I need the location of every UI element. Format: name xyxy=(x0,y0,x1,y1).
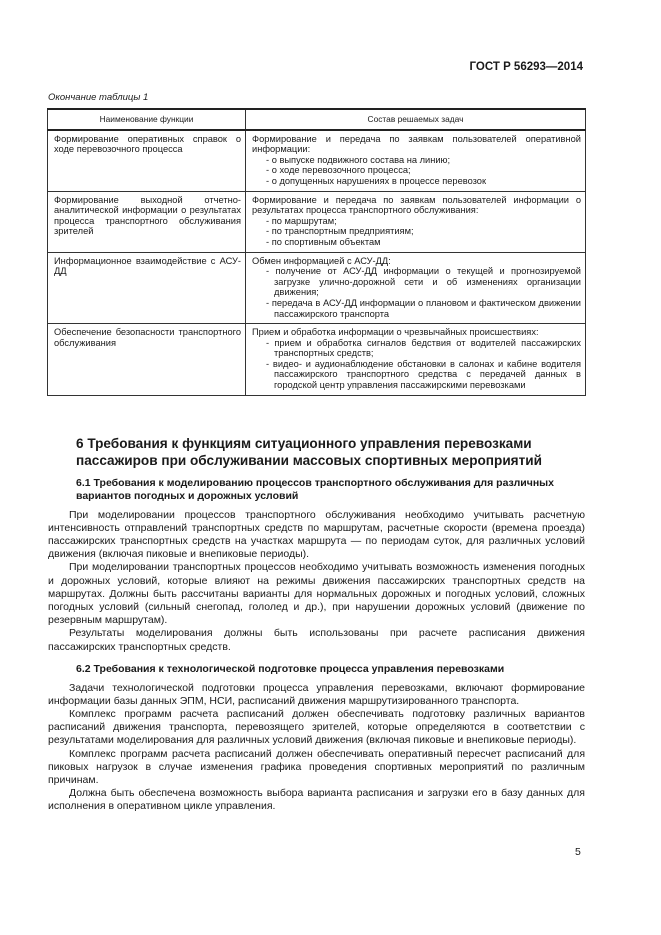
task-item: - о ходе перевозочного процесса; xyxy=(252,165,581,176)
tasks-list xyxy=(252,266,581,319)
function-cell: Информационное взаимодействие с АСУ-ДД xyxy=(48,252,246,324)
functions-table xyxy=(47,108,586,396)
table-row xyxy=(48,191,586,252)
table-caption: Окончание таблицы 1 xyxy=(48,92,149,103)
function-cell: Формирование выходной отчетно-аналитической информации о результатах процесса транспортного обслуживания зрителей xyxy=(48,191,246,252)
tasks-list xyxy=(252,338,581,391)
subsection-6-2-title: 6.2 Требования к технологической подготовке процесса управления перевозками xyxy=(76,662,505,675)
task-item: - по транспортным предприятиям; xyxy=(252,226,581,237)
tasks-cell xyxy=(246,130,586,191)
tasks-lead: Обмен информацией с АСУ-ДД: xyxy=(252,255,391,266)
tasks-list xyxy=(252,216,581,248)
task-item: - по спортивным объектам xyxy=(252,237,581,248)
column-header-function: Наименование функции xyxy=(48,109,246,130)
tasks-cell xyxy=(246,252,586,324)
function-cell: Обеспечение безопасности транспортного обслуживания xyxy=(48,324,246,396)
tasks-lead: Формирование и передача по заявкам пользователей оперативной информации: xyxy=(252,133,581,155)
task-item: - по маршрутам; xyxy=(252,216,581,227)
paragraph: Комплекс программ расчета расписаний должен обеспечивать оперативный пересчет расписаний для пиковых нагрузок в случае изменения графика проведения спортивных мероприятий по различным причинам. xyxy=(48,747,585,787)
table-header-row xyxy=(48,109,586,130)
column-header-tasks: Состав решаемых задач xyxy=(246,109,586,130)
tasks-cell xyxy=(246,324,586,396)
tasks-list xyxy=(252,155,581,187)
task-item: - о допущенных нарушениях в процессе перевозок xyxy=(252,176,581,187)
task-item: - видео- и аудионаблюдение обстановки в салонах и кабине водителя пассажирского транспортного средства с передачей данных в городской центр управления пассажирскими перевозками xyxy=(252,359,581,391)
section-6 xyxy=(48,435,585,814)
table-row xyxy=(48,130,586,191)
task-item: - прием и обработка сигналов бедствия от водителей пассажирских транспортных средств; xyxy=(252,338,581,359)
task-item: - передача в АСУ-ДД информации о плановом и фактическом движении пассажирского транспорта xyxy=(252,298,581,319)
table-row xyxy=(48,324,586,396)
paragraph: При моделировании процессов транспортного обслуживания необходимо учитывать расчетную интенсивность отправлений транспортных средств по маршрутам, расчетные скорости (времена проезда) пассажирских транспортных средств на участках маршрута — по периодам суток, для различных условий движения (включая пиковые и внепиковые периоды). xyxy=(48,508,585,561)
section-title: 6 Требования к функциям ситуационного управления перевозками пассажиров при обслуживании массовых спортивных мероприятий xyxy=(76,436,542,468)
tasks-cell xyxy=(246,191,586,252)
function-cell: Формирование оперативных справок о ходе перевозочного процесса xyxy=(48,130,246,191)
task-item: - о выпуске подвижного состава на линию; xyxy=(252,155,581,166)
tasks-lead: Прием и обработка информации о чрезвычайных происшествиях: xyxy=(252,327,539,338)
tasks-lead: Формирование и передача по заявкам пользователей информации о результатах процесса транспортного обслуживания: xyxy=(252,194,581,216)
table-row xyxy=(48,252,586,324)
subsection-6-1-title: 6.1 Требования к моделированию процессов транспортного обслуживания для различных вариантов погодных и дорожных условий xyxy=(76,477,554,502)
paragraph: Задачи технологической подготовки процесса управления перевозками, включают формирование информации базы данных ЭПМ, НСИ, расписаний движения маршрутизированного транспорта. xyxy=(48,681,585,707)
task-item: - получение от АСУ-ДД информации о текущей и прогнозируемой загрузке улично-дорожной сети и об изменениях организации движения; xyxy=(252,266,581,298)
standard-number: ГОСТ Р 56293—2014 xyxy=(469,61,583,73)
page-number: 5 xyxy=(575,846,581,858)
paragraph: Должна быть обеспечена возможность выбора варианта расписания и загрузки его в базу данных для исполнения в оперативном цикле управления. xyxy=(48,787,585,813)
paragraph: При моделировании транспортных процессов необходимо учитывать возможность изменения погодных и дорожных условий, которые влияют на режимы движения пассажирских транспортных средств на маршрутах. Должны быть рассчитаны варианты для нормальных дорожных и погодных условий, сложных погодных условий (сильный снегопад, гололед и др.), при нарушении дорожных условий (движение по резервным маршрутам). xyxy=(48,561,585,627)
paragraph: Комплекс программ расчета расписаний должен обеспечивать подготовку различных вариантов расписаний движения транспорта, перевозящего зрителей, которые определяются в соответствии с результатами моделирования для различных условий движения (включая пиковые и внепиковые периоды). xyxy=(48,708,585,747)
paragraph: Результаты моделирования должны быть использованы при расчете расписания движения пассажирских транспортных средств. xyxy=(48,627,585,653)
